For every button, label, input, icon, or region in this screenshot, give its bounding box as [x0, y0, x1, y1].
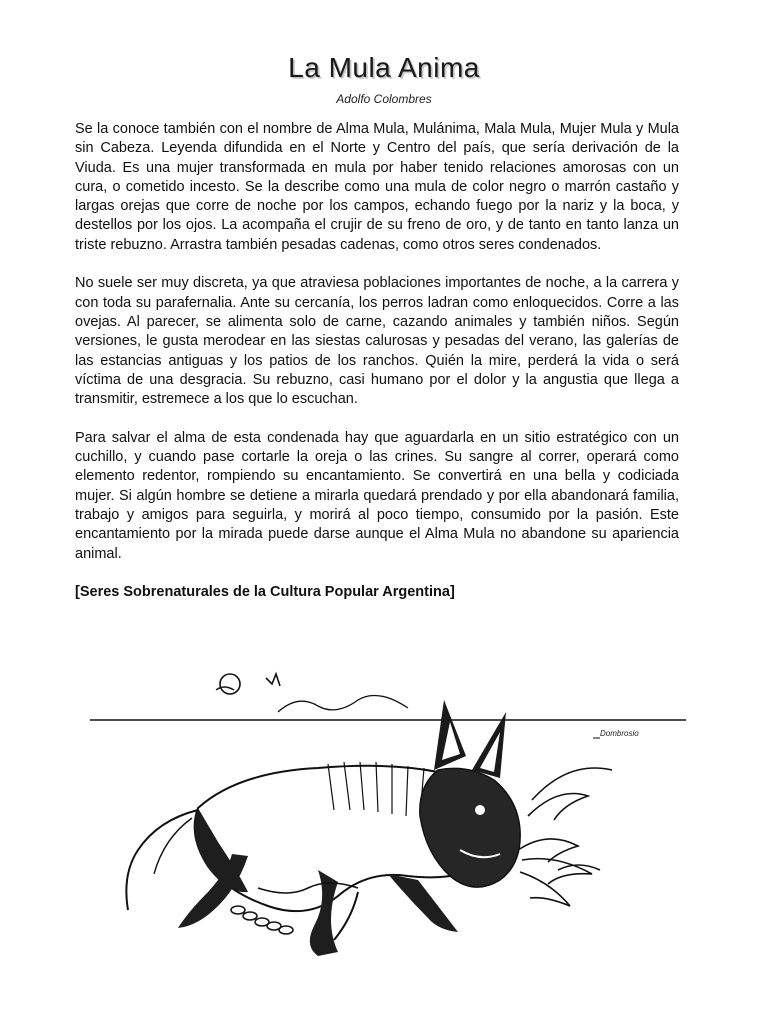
- author-name: Adolfo Colombres: [336, 92, 432, 106]
- source-reference: [Seres Sobrenaturales de la Cultura Popular Argentina]: [75, 584, 455, 601]
- paragraph-3: Para salvar el alma de esta condenada hay que aguardarla en un sitio estratégico con un cuchillo, y cuando pase cortarle la oreja o las crines. Su sangre al correr, operará como elemento redentor, rompiendo su encantamiento. Se convertirá en una bella y codiciada mujer. Si algún hombre se detiene a mirarla quedará prendado y por ella abandonará familia, trabajo y amigos para seguirla, y morirá al poco tiempo, consumido por la pasión. Este encantamiento por la mirada puede darse aunque el Alma Mula no abandone su apariencia animal.: [75, 429, 679, 562]
- article-body: [75, 120, 679, 622]
- paragraph-1: Se la conoce también con el nombre de Alma Mula, Mulánima, Mala Mula, Mujer Mula y Mula sin Cabeza. Leyenda difundida en el Norte y Centro del país, que sería derivación de la Viuda. Es una mujer transformada en mula por haber tenido relaciones amorosas con un cura, o cometido incesto. Se la describe como una mula de color negro o marrón castaño y largas orejas que corre de noche por los campos, echando fuego por la nariz y la boca, y destellos por los ojos. La acompaña el crujir de su freno de oro, y de tanto en tanto lanza un triste rebuzno. Arrastra también pesadas cadenas, como otros seres condenados.: [75, 121, 679, 253]
- mule-illustration: [88, 660, 688, 960]
- paragraph-2: No suele ser muy discreta, ya que atraviesa poblaciones importantes de noche, a la carrera y con toda su parafernalia. Ante su cercanía, los perros ladran como enloquecidos. Corre a las ovejas. Al parecer, se alimenta solo de carne, cazando animales y también niños. Según versiones, le gusta merodear en las siestas calurosas y pesadas del verano, las galerías de las estancias antiguas y los patios de los ranchos. Quién la mire, perderá la vida o será víctima de una desgracia. Su rebuzno, casi humano por el dolor y la angustia que llega a transmitir, estremece a los que lo escuchan.: [75, 275, 679, 408]
- page-title: La Mula Anima: [288, 52, 480, 83]
- illustration-signature: Dombrosio: [600, 729, 639, 738]
